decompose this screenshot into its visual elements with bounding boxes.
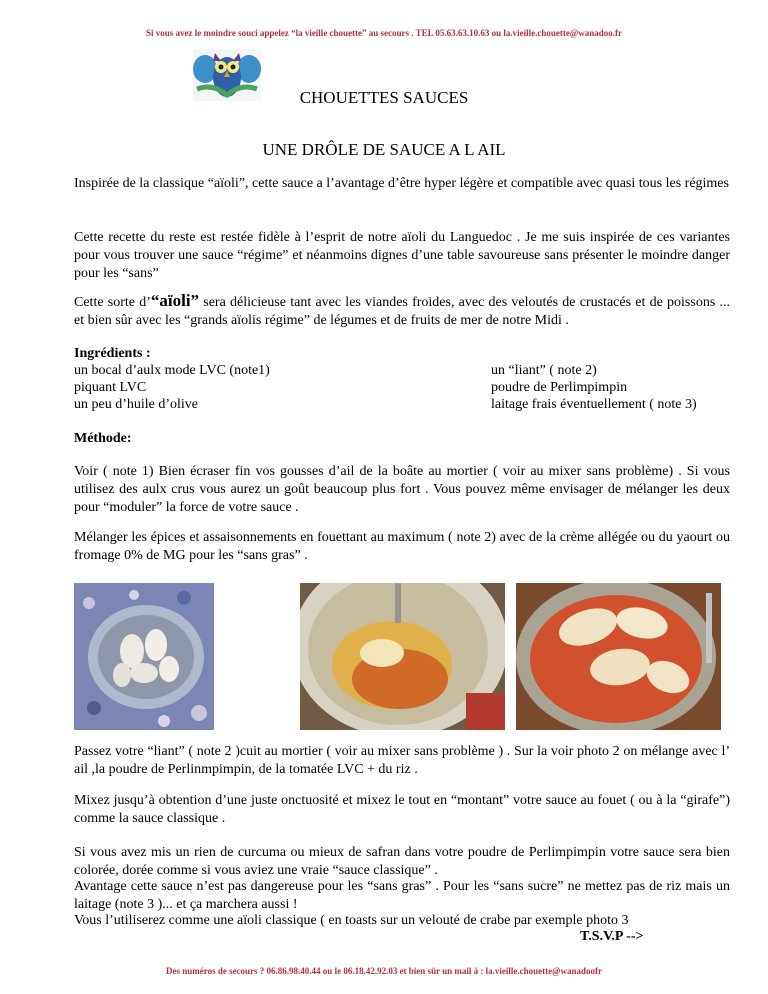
photo-soup-toasts (516, 583, 721, 730)
method-paragraph-5: Si vous avez mis un rien de curcuma ou mieux de safran dans votre poudre de Perlimpimpin votre sauce sera bien colorée, dorée comme si vous aviez une vraie “sauce classique” . (74, 845, 730, 878)
ingredients-left-column (74, 345, 404, 413)
intro-paragraph-2: Cette recette du reste est restée fidèle à l’esprit de notre aïoli du Languedoc . Je me suis inspirée de ces variantes pour vous trouver une sauce “régime” et néanmoins dignes d’une table savoureuse sans présenter le moindre danger pour les “sans” (74, 230, 730, 281)
ingredient-item: poudre de Perlimpimpin (491, 380, 628, 395)
footer-contact-line: Des numéros de secours ? 06.86.98.40.44 ou le 06.18.42.92.03 et bien sûr un mail à : la.vieille.chouette@wanadoofr (165, 966, 603, 976)
ingredient-item: un bocal d’aulx mode LVC (note1) (74, 363, 270, 378)
method-paragraph-6: Avantage cette sauce n’est pas dangereuse pour les “sans gras” . Pour les “sans sucre” ne mettez pas de riz mais un laitage (note 3 )... et ça marchera aussi ! (74, 879, 730, 912)
aioli-emphasis: “aïoli” (150, 291, 200, 310)
method-paragraph-2: Mélanger les épices et assaisonnements en fouettant au maximum ( note 2) avec de la crème allégée ou du yaourt ou fromage 0% de MG pour les “sans gras” . (74, 530, 730, 563)
intro-paragraph-1: Inspirée de la classique “aïoli”, cette sauce a l’avantage d’être hyper légère et compatible avec quasi tous les régimes (74, 176, 729, 191)
method-heading: Méthode: (74, 431, 132, 446)
turn-page-note: T.S.V.P --> (580, 929, 644, 944)
ingredient-item: laitage frais éventuellement ( note 3) (491, 397, 697, 412)
method-paragraph-3: Passez votre “liant” ( note 2 )cuit au mortier ( voir au mixer sans problème ) . Sur la voir photo 2 on mélange avec l’ ail ,la poudre de Perlinmpimpin, de la tomatée LVC + du riz . (74, 744, 730, 777)
intro-p3-rest: sera délicieuse tant avec les viandes froides, avec des veloutés de crustacés et de poissons ... et bien sûr avec les “grands aïolis régime” de légumes et de fruits de mer de notre Midi . (74, 295, 730, 328)
ingredients-heading: Ingrédients : (74, 346, 151, 361)
method-paragraph-7: Vous l’utiliserez comme une aïoli classique ( en toasts sur un velouté de crabe par exemple photo 3 (74, 913, 629, 928)
recipe-title: UNE DRÔLE DE SAUCE A L AIL (262, 140, 506, 159)
header-contact-line: Si vous avez le moindre souci appelez “la vieille chouette” au secours . TEL 05.63.63.10.63 ou la.vieille.chouette@wanadoo.fr (145, 28, 623, 38)
ingredients-right-column (491, 362, 751, 413)
page-title: CHOUETTES SAUCES (299, 88, 469, 107)
ingredient-item: piquant LVC (74, 380, 147, 395)
ingredient-item: un peu d’huile d’olive (74, 397, 199, 412)
intro-p3-prefix: Cette sorte d’ (74, 295, 151, 310)
intro-paragraph-3 (74, 292, 730, 330)
photo-mixing-pot (300, 583, 505, 730)
photo-garlic-bowl (74, 583, 214, 730)
ingredient-item: un “liant” ( note 2) (491, 363, 597, 378)
method-paragraph-4: Mixez jusqu’à obtention d’une juste onctuosité et mixez le tout en “montant” votre sauce au fouet ( ou à la “girafe”) comme la sauce classique . (74, 793, 730, 826)
method-paragraph-1: Voir ( note 1) Bien écraser fin vos gousses d’ail de la boâte au mortier ( voir au mixer sans problème) . Si vous utilisez des aulx crus vous aurez un goût beaucoup plus fort . Vous pouvez même envisager de mélanger les deux pour “moduler” la force de votre sauce . (74, 464, 730, 515)
